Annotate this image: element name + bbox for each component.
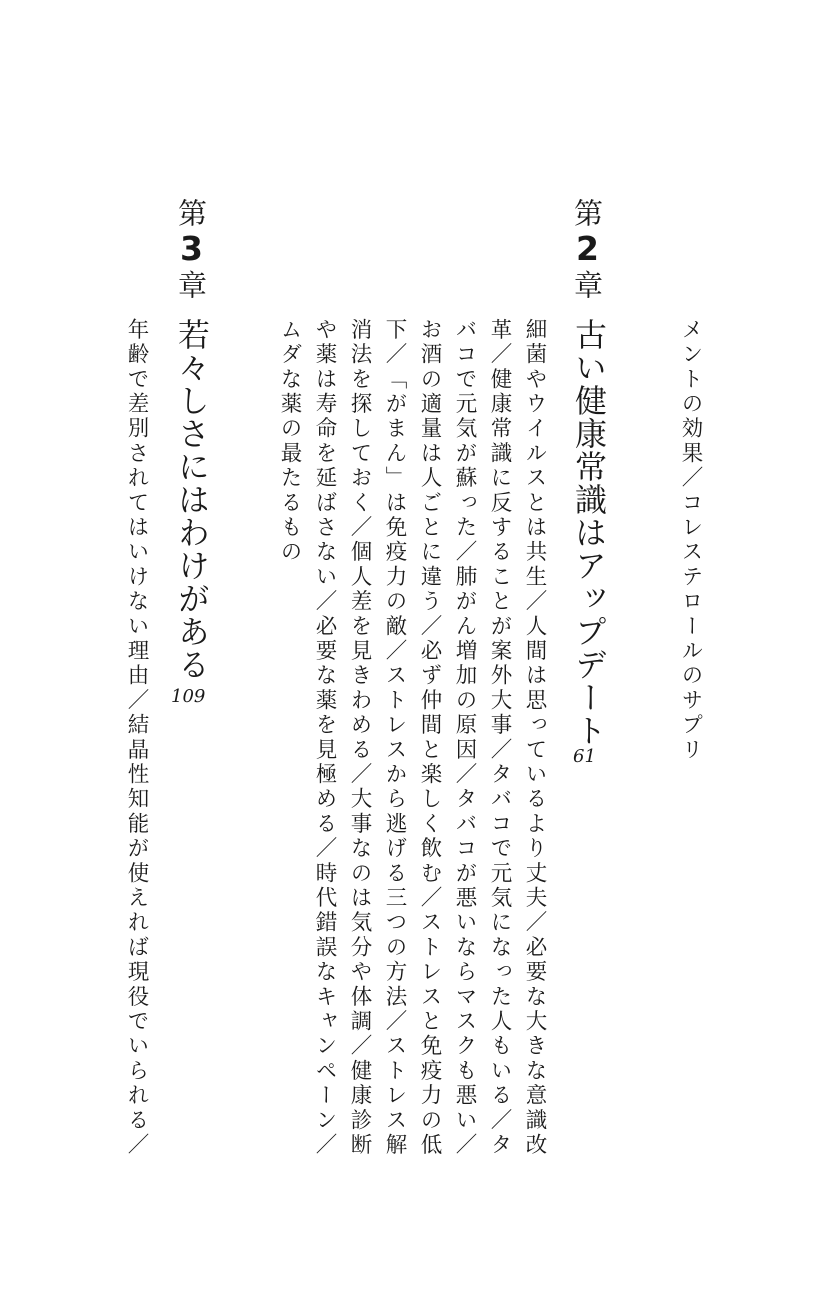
chapter-2-summary-line-5: 下／「がまん」は免疫力の敵／ストレスから逃げる三つの方法／ストレス解	[382, 318, 407, 1158]
chapter-2-page-number: 61	[573, 746, 596, 767]
chapter-2-summary-line-6: 消法を探しておく／個人差を見きわめる／大事なのは気分や体調／健康診断	[347, 318, 372, 1158]
chapter-2-summary-line-4: お酒の適量は人ごとに違う／必ず仲間と楽しく飲む／ストレスと免疫力の低	[417, 318, 442, 1158]
chapter-2-title: 古い健康常識はアップデート	[570, 318, 608, 747]
chapter-3-page-number: 109	[171, 686, 206, 707]
chapter-2-label: 第2章	[568, 198, 607, 301]
continuation-line: メントの効果／コレステロールのサプリ	[678, 318, 703, 763]
chapter-3-label: 第3章	[172, 198, 211, 301]
chapter-3-summary-line-1: 年齢で差別されてはいけない理由／結晶性知能が使えれば現役でいられる／	[124, 318, 149, 1158]
chapter-2-summary-line-1: 細菌やウイルスとは共生／人間は思っているより丈夫／必要な大きな意識改	[522, 318, 547, 1158]
chapter-2-summary-line-3: バコで元気が蘇った／肺がん増加の原因／タバコが悪いならマスクも悪い／	[452, 318, 477, 1158]
chapter-3-title: 若々しさにはわけがある	[173, 318, 211, 681]
chapter-2-summary-line-2: 革／健康常識に反することが案外大事／タバコで元気になった人もいる／タ	[487, 318, 512, 1158]
chapter-2-summary-line-8: ムダな薬の最たるもの	[277, 318, 302, 565]
chapter-2-summary-line-7: や薬は寿命を延ばさない／必要な薬を見極める／時代錯誤なキャンペーン／	[312, 318, 337, 1158]
